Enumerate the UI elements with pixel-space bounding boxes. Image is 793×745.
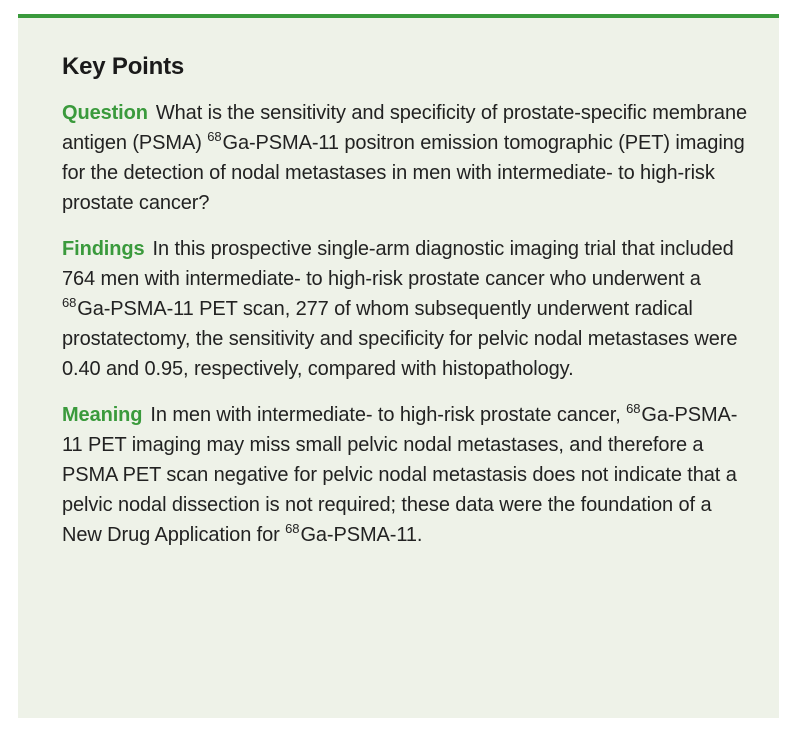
findings-paragraph [62, 234, 749, 384]
meaning-label: Meaning [62, 404, 143, 426]
findings-label: Findings [62, 238, 145, 260]
findings-text-2: Ga-PSMA-11 PET scan, 277 of whom subsequently underwent radical prostatectomy, the sensitivity and specificity for pelvic nodal metastases were 0.40 and 0.95, respectively, compared with histopathology. [62, 298, 738, 380]
findings-superscript: 68 [62, 295, 77, 310]
question-paragraph [62, 98, 749, 218]
meaning-text-3: Ga-PSMA-11. [300, 524, 423, 546]
meaning-paragraph [62, 400, 749, 550]
question-text-1: What is the sensitivity and specificity of prostate-specific membrane antigen (PSMA) [62, 102, 747, 154]
meaning-superscript-1: 68 [626, 401, 641, 416]
meaning-text-1: In men with intermediate- to high-risk prostate cancer, [150, 404, 627, 426]
meaning-superscript-2: 68 [285, 521, 300, 536]
question-superscript: 68 [207, 129, 222, 144]
meaning-text-2: Ga-PSMA-11 PET imaging may miss small pelvic nodal metastases, and therefore a PSMA PET scan negative for pelvic nodal metastasis does not indicate that a pelvic nodal dissection is not required; these data were the foundation of a New Drug Application for [62, 404, 738, 546]
question-text-2: Ga-PSMA-11 positron emission tomographic (PET) imaging for the detection of nodal metastases in men with intermediate- to high-risk prostate cancer? [62, 132, 745, 214]
key-points-title: Key Points [62, 53, 185, 80]
question-label: Question [62, 102, 148, 124]
key-points-box [18, 14, 779, 718]
findings-text-1: In this prospective single-arm diagnostic imaging trial that included 764 men with intermediate- to high-risk prostate cancer who underwent a [62, 238, 734, 290]
